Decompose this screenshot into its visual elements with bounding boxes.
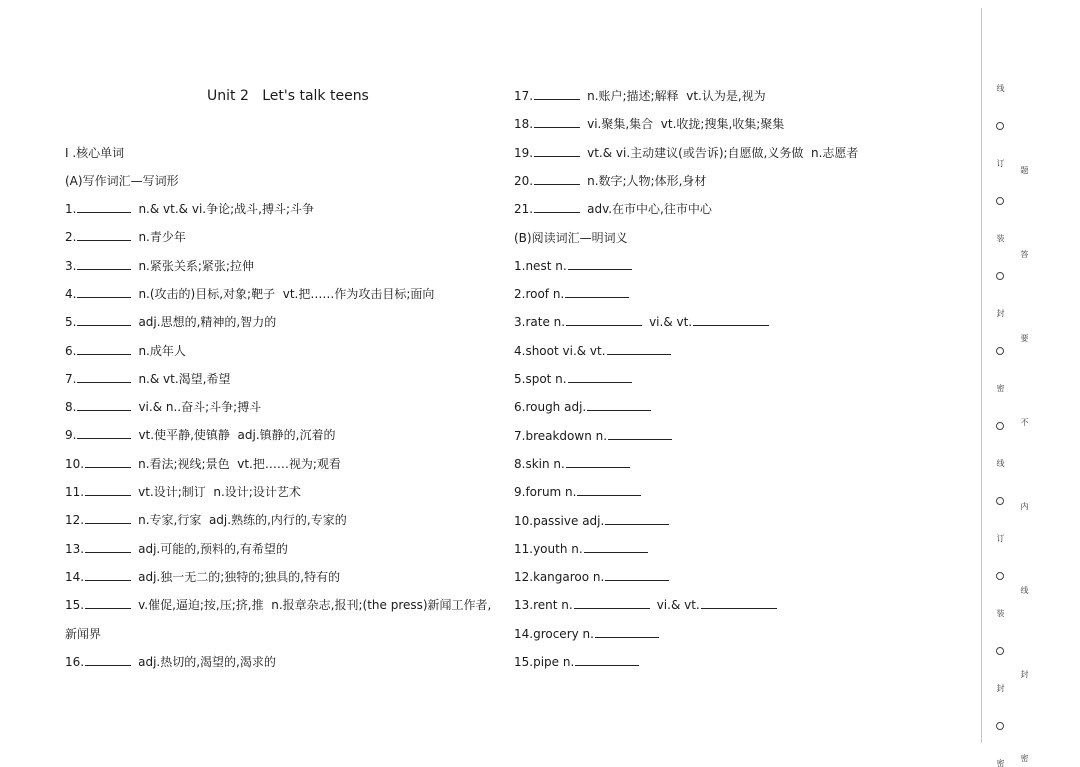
- binding-hole-circle: [996, 197, 1004, 205]
- vocab-item-15: [65, 597, 491, 613]
- answer-blank[interactable]: [77, 400, 131, 411]
- reading-item-7: [514, 428, 673, 444]
- vocab-item-9: [65, 427, 335, 443]
- item-definition: vi.聚集,集合 vt.收拢;搜集,收集;聚集: [587, 117, 785, 131]
- item-definition: n.数字;人物;体形,身材: [587, 174, 707, 188]
- item-number: 1.: [65, 202, 77, 216]
- binding-glyph: 密: [996, 384, 1005, 392]
- binding-notice-glyph: 封: [1020, 670, 1029, 678]
- item-number: 21.: [514, 202, 534, 216]
- answer-blank[interactable]: [607, 344, 671, 355]
- reading-item-2: [514, 286, 630, 302]
- vocab-item-14: [65, 569, 340, 585]
- binding-glyph: 订: [996, 534, 1005, 542]
- item-definition: vi.& n..奋斗;斗争;搏斗: [138, 400, 262, 414]
- reading-item-word: 2.roof n.: [514, 287, 565, 301]
- answer-blank[interactable]: [77, 259, 131, 270]
- vocab-item-16: [65, 654, 276, 670]
- page-title-text: Unit 2 Let's talk teens: [207, 88, 369, 104]
- binding-notice-glyph: 密: [1020, 754, 1029, 762]
- reading-item-word: 14.grocery n.: [514, 627, 594, 641]
- reading-item-8: [514, 456, 631, 472]
- item-number: 6.: [65, 344, 77, 358]
- part-b-heading: [514, 230, 628, 246]
- item-definition: n.看法;视线;景色 vt.把……视为;观看: [138, 457, 341, 471]
- reading-item-word: 8.skin n.: [514, 457, 565, 471]
- binding-hole-circle: [996, 722, 1004, 730]
- part-a-heading-text: (A)写作词汇—写词形: [65, 174, 179, 188]
- reading-item-word: 4.shoot vi.& vt.: [514, 344, 606, 358]
- vocab-item-20: [514, 173, 706, 189]
- binding-notice-glyph: 内: [1020, 502, 1029, 510]
- answer-blank[interactable]: [605, 570, 669, 581]
- answer-blank[interactable]: [701, 598, 777, 609]
- item-number: 18.: [514, 117, 534, 131]
- answer-blank[interactable]: [575, 655, 639, 666]
- reading-item-word: 11.youth n.: [514, 542, 583, 556]
- reading-item-3: [514, 314, 770, 330]
- binding-glyph: 装: [996, 609, 1005, 617]
- answer-blank[interactable]: [534, 146, 580, 157]
- reading-item-11: [514, 541, 649, 557]
- item-definition: adj.热切的,渴望的,渴求的: [138, 655, 276, 669]
- answer-blank[interactable]: [77, 315, 131, 326]
- answer-blank[interactable]: [584, 542, 648, 553]
- reading-item-word: 1.nest n.: [514, 259, 567, 273]
- answer-blank[interactable]: [534, 89, 580, 100]
- binding-glyph: 密: [996, 759, 1005, 767]
- answer-blank[interactable]: [85, 457, 131, 468]
- binding-hole-circle: [996, 647, 1004, 655]
- item-number: 8.: [65, 400, 77, 414]
- page-title: [207, 88, 369, 104]
- item-number: 16.: [65, 655, 85, 669]
- item-number: 20.: [514, 174, 534, 188]
- answer-blank[interactable]: [85, 598, 131, 609]
- answer-blank[interactable]: [577, 485, 641, 496]
- item-definition: vt.设计;制订 n.设计;设计艺术: [138, 485, 301, 499]
- reading-item-word: 3.rate n.: [514, 315, 566, 329]
- section-heading: [65, 145, 124, 161]
- answer-blank[interactable]: [595, 627, 659, 638]
- item-number: 17.: [514, 89, 534, 103]
- vocab-item-2: [65, 229, 186, 245]
- item-definition: vt.使平静,使镇静 adj.镇静的,沉着的: [138, 428, 336, 442]
- item-definition: n.青少年: [138, 230, 186, 244]
- item-number: 9.: [65, 428, 77, 442]
- answer-blank[interactable]: [565, 287, 629, 298]
- binding-glyph: 封: [996, 309, 1005, 317]
- binding-notice-glyph: 不: [1020, 418, 1029, 426]
- reading-item-pos2: vi.& vt.: [656, 598, 700, 612]
- reading-item-word: 13.rent n.: [514, 598, 573, 612]
- answer-blank[interactable]: [574, 598, 650, 609]
- answer-blank[interactable]: [608, 429, 672, 440]
- reading-item-15: [514, 654, 640, 670]
- reading-item-word: 15.pipe n.: [514, 655, 575, 669]
- item-definition: adj.可能的,预料的,有希望的: [138, 542, 288, 556]
- answer-blank[interactable]: [85, 570, 131, 581]
- item-definition: 新闻界: [65, 627, 102, 641]
- reading-item-pos2: vi.& vt.: [649, 315, 693, 329]
- reading-item-word: 12.kangaroo n.: [514, 570, 605, 584]
- answer-blank[interactable]: [77, 344, 131, 355]
- answer-blank[interactable]: [568, 372, 632, 383]
- binding-hole-circle: [996, 572, 1004, 580]
- item-number: 15.: [65, 598, 85, 612]
- vocab-item-3: [65, 258, 254, 274]
- reading-item-13: [514, 597, 778, 613]
- vocab-item-continuation: [65, 626, 101, 642]
- reading-item-14: [514, 626, 660, 642]
- item-definition: n.& vt.& vi.争论;战斗,搏斗;斗争: [138, 202, 314, 216]
- binding-notice-glyph: 要: [1020, 334, 1029, 342]
- reading-item-word: 6.rough adj.: [514, 400, 587, 414]
- binding-glyph: 装: [996, 234, 1005, 242]
- answer-blank[interactable]: [85, 655, 131, 666]
- item-number: 14.: [65, 570, 85, 584]
- item-definition: n.(攻击的)目标,对象;靶子 vt.把……作为攻击目标;面向: [138, 287, 435, 301]
- item-number: 10.: [65, 457, 85, 471]
- answer-blank[interactable]: [85, 542, 131, 553]
- vocab-item-21: [514, 201, 712, 217]
- item-number: 4.: [65, 287, 77, 301]
- vocab-item-17: [514, 88, 766, 104]
- answer-blank[interactable]: [77, 372, 131, 383]
- vocab-item-5: [65, 314, 276, 330]
- item-definition: v.催促,逼迫;按,压;挤,推 n.报章杂志,报刊;(the press)新闻工作者,: [138, 598, 492, 612]
- answer-blank[interactable]: [568, 259, 632, 270]
- answer-blank[interactable]: [85, 485, 131, 496]
- answer-blank[interactable]: [534, 117, 580, 128]
- answer-blank[interactable]: [605, 514, 669, 525]
- vocab-item-18: [514, 116, 784, 132]
- answer-blank[interactable]: [85, 513, 131, 524]
- reading-item-5: [514, 371, 633, 387]
- binding-glyph: 订: [996, 159, 1005, 167]
- reading-item-10: [514, 513, 670, 529]
- section-heading-text: Ⅰ .核心单词: [65, 146, 125, 160]
- item-number: 3.: [65, 259, 77, 273]
- vocab-item-4: [65, 286, 434, 302]
- item-number: 11.: [65, 485, 85, 499]
- reading-item-word: 9.forum n.: [514, 485, 577, 499]
- binding-glyph: 线: [996, 459, 1005, 467]
- vocab-item-8: [65, 399, 261, 415]
- reading-item-word: 10.passive adj.: [514, 514, 605, 528]
- binding-glyph: 封: [996, 684, 1005, 692]
- binding-notice-glyph: 题: [1020, 166, 1029, 174]
- item-definition: adv.在市中心,往市中心: [587, 202, 712, 216]
- binding-hole-circle: [996, 272, 1004, 280]
- binding-glyph: 线: [996, 84, 1005, 92]
- binding-hole-circle: [996, 422, 1004, 430]
- vocab-item-6: [65, 343, 186, 359]
- vocab-item-10: [65, 456, 341, 472]
- answer-blank[interactable]: [77, 202, 131, 213]
- vocab-item-11: [65, 484, 301, 500]
- reading-item-6: [514, 399, 652, 415]
- item-definition: n.专家,行家 adj.熟练的,内行的,专家的: [138, 513, 347, 527]
- item-number: 2.: [65, 230, 77, 244]
- item-definition: vt.& vi.主动建议(或告诉);自愿做,义务做 n.志愿者: [587, 146, 859, 160]
- item-number: 5.: [65, 315, 77, 329]
- item-number: 7.: [65, 372, 77, 386]
- item-number: 19.: [514, 146, 534, 160]
- item-definition: n.& vt.渴望,希望: [138, 372, 231, 386]
- vocab-item-13: [65, 541, 288, 557]
- answer-blank[interactable]: [693, 315, 769, 326]
- reading-item-1: [514, 258, 633, 274]
- binding-hole-circle: [996, 347, 1004, 355]
- answer-blank[interactable]: [77, 230, 131, 241]
- item-number: 12.: [65, 513, 85, 527]
- vocab-item-7: [65, 371, 230, 387]
- vocab-item-1: [65, 201, 314, 217]
- answer-blank[interactable]: [587, 400, 651, 411]
- vocab-item-12: [65, 512, 347, 528]
- binding-hole-circle: [996, 497, 1004, 505]
- item-definition: n.账户;描述;解释 vt.认为是,视为: [587, 89, 766, 103]
- part-b-heading-text: (B)阅读词汇—明词义: [514, 231, 628, 245]
- part-a-heading: [65, 173, 179, 189]
- binding-notice-glyph: 答: [1020, 250, 1029, 258]
- answer-blank[interactable]: [77, 287, 131, 298]
- reading-item-word: 5.spot n.: [514, 372, 567, 386]
- answer-blank[interactable]: [566, 457, 630, 468]
- reading-item-word: 7.breakdown n.: [514, 429, 608, 443]
- answer-blank[interactable]: [534, 174, 580, 185]
- answer-blank[interactable]: [534, 202, 580, 213]
- item-definition: n.成年人: [138, 344, 186, 358]
- item-definition: adj.独一无二的;独特的;独具的,特有的: [138, 570, 341, 584]
- binding-margin-line: [981, 8, 982, 743]
- binding-notice-glyph: 线: [1020, 586, 1029, 594]
- reading-item-9: [514, 484, 642, 500]
- answer-blank[interactable]: [77, 428, 131, 439]
- item-definition: adj.思想的,精神的,智力的: [138, 315, 277, 329]
- answer-blank[interactable]: [566, 315, 642, 326]
- item-definition: n.紧张关系;紧张;拉伸: [138, 259, 254, 273]
- reading-item-12: [514, 569, 670, 585]
- item-number: 13.: [65, 542, 85, 556]
- reading-item-4: [514, 343, 672, 359]
- vocab-item-19: [514, 145, 858, 161]
- binding-hole-circle: [996, 122, 1004, 130]
